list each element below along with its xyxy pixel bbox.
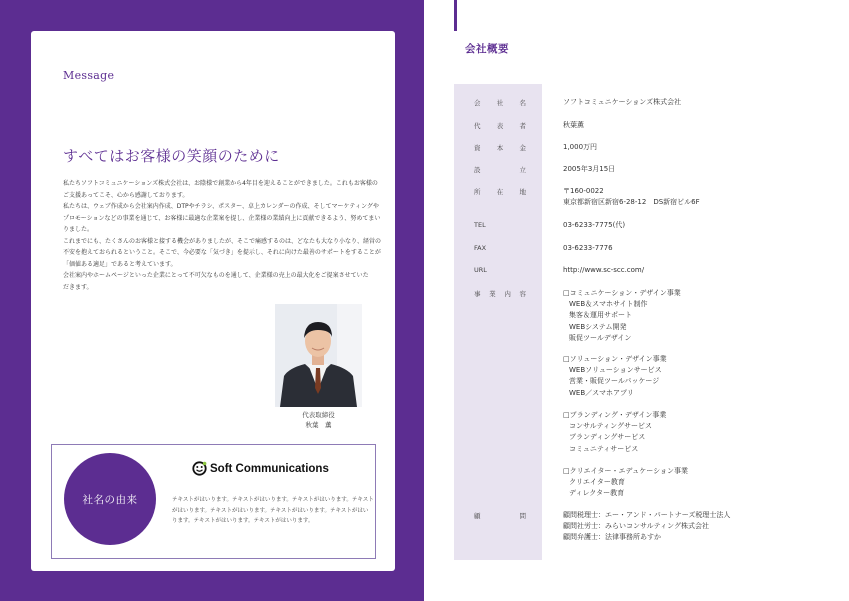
headline: すべてはお客様の笑顔のために — [63, 147, 280, 165]
label-fax: FAX — [474, 244, 487, 252]
caption-name: 秋葉 薫 — [305, 420, 332, 429]
value-address — [563, 186, 700, 208]
message-paragraph: プロモーションなどの事業を通じて、お客様に最適な企業案を提し、企業様の業績向上に貢献できるよう、努めてまい — [63, 214, 381, 222]
advisor-item: 顧問社労士：みらいコンサルティング株式会社 — [563, 522, 709, 531]
message-paragraph: りました。 — [63, 226, 94, 233]
label-column — [454, 84, 542, 560]
address-street: 東京都新宿区新宿6-28-12 DS新宿ビル6F — [563, 198, 700, 206]
message-paragraph: 不安を抱えておられるということ。そこで、今必要な「気づき」を提示し、それに向けた最善のサポートをすることが — [63, 249, 381, 256]
value-company-name: ソフトコミュニケーションズ株式会社 — [563, 98, 682, 106]
business-item: WEBシステム開発 — [569, 322, 627, 331]
name-origin-box — [51, 444, 376, 559]
section-label: Message — [63, 69, 115, 82]
business-item: 営業・販促ツールパッケージ — [569, 377, 660, 386]
value-fax: 03-6233-7776 — [563, 244, 613, 252]
advisor-item: 顧問弁護士：法律事務所あすか — [563, 533, 661, 542]
label-address: 所在地 — [474, 188, 526, 196]
message-paragraph: だきます。 — [63, 283, 93, 291]
caption-title: 代表取締役 — [302, 411, 335, 419]
ceo-portrait-illustration — [275, 304, 362, 407]
smile-face-icon — [192, 461, 207, 476]
message-paragraph: 私たちソフトコミュニケーションズ株式会社は、お陰様で創業から4年目を迎えることができました。これもお客様の — [63, 180, 378, 187]
label-capital: 資本金 — [474, 144, 526, 152]
header-accent-bar — [454, 0, 457, 31]
value-founded: 2005年3月15日 — [563, 165, 616, 173]
value-capital: 1,000万円 — [563, 143, 598, 151]
origin-text-line: がはいります。テキストがはいります。テキストがはいります。テキストがはい — [172, 507, 369, 514]
company-logo — [192, 461, 329, 476]
business-item: ブランディングサービス — [569, 433, 646, 442]
business-item: WEB＆スマホサイト制作 — [569, 300, 648, 309]
business-item: ディレクター教育 — [569, 489, 625, 498]
value-url[interactable]: http://www.sc-scc.com/ — [563, 266, 645, 274]
message-paragraph: 会社案内やホームページといった企業にとって不可欠なものを通して、企業様の売上の最大化をご提案させていた — [63, 272, 369, 279]
address-postal: 〒160-0022 — [563, 187, 604, 195]
origin-text-line: テキストがはいります。テキストがはいります。テキストがはいります。テキスト — [172, 497, 374, 503]
logo-text: Soft Communications — [210, 462, 329, 475]
message-body — [63, 178, 382, 293]
business-group — [563, 354, 667, 399]
value-representative: 秋葉薫 — [563, 121, 584, 129]
message-card — [31, 31, 395, 571]
business-item: クリエイター教育 — [569, 478, 625, 487]
business-item: コンサルティングサービス — [569, 422, 652, 431]
label-tel: TEL — [474, 221, 486, 229]
label-url: URL — [474, 266, 487, 274]
business-heading: □ソリューション・デザイン事業 — [563, 355, 667, 363]
label-representative: 代表者 — [474, 122, 526, 130]
name-origin-title: 社名の由来 — [64, 453, 156, 545]
label-business: 事業内容 — [474, 290, 526, 298]
business-group — [563, 410, 666, 455]
business-item: 販促ツールデザイン — [569, 333, 632, 342]
business-item: WEB／スマホアプリ — [569, 388, 634, 397]
ceo-photo — [275, 304, 362, 407]
photo-caption — [275, 411, 362, 430]
value-tel: 03-6233-7775(代) — [563, 221, 626, 229]
business-item: 集客＆運用サポート — [569, 311, 632, 320]
message-paragraph: ご支援あってこそ、心から感謝しております。 — [63, 191, 189, 199]
advisor-item: 顧問税理士：エー・アンド・パートナーズ税理士法人 — [563, 511, 731, 519]
message-paragraph: 「価値ある適足」であると考えています。 — [63, 260, 177, 268]
business-group — [563, 288, 681, 344]
label-advisor: 顧問 — [474, 512, 526, 520]
page-title: 会社概要 — [465, 43, 509, 55]
business-item: WEBソリューションサービス — [569, 366, 662, 375]
left-page — [0, 0, 424, 601]
message-paragraph: これまでにも、たくさんのお客様と接する機会がありましたが、そこで痛感するのは、どなたも大なり小なり、経営の — [63, 237, 382, 245]
business-heading: □ブランディング・デザイン事業 — [563, 411, 667, 419]
business-heading: □クリエイター・エデュケーション事業 — [563, 467, 688, 475]
business-heading: □コミュニケーション・デザイン事業 — [563, 289, 681, 297]
advisor-list — [563, 510, 730, 544]
label-founded: 設立 — [474, 166, 526, 174]
origin-text-line: ります。テキストがはいります。テキストがはいります。 — [172, 518, 314, 524]
business-group — [563, 466, 688, 500]
label-company-name: 会社名 — [474, 99, 526, 107]
message-paragraph: 私たちは、ウェブ作成から会社案内作成、DTPやチラシ、ポスター、卓上カレンダーの作成、そしてマーケティングや — [63, 203, 379, 210]
business-item: コミュニティサービス — [569, 444, 639, 453]
name-origin-text — [172, 495, 372, 527]
